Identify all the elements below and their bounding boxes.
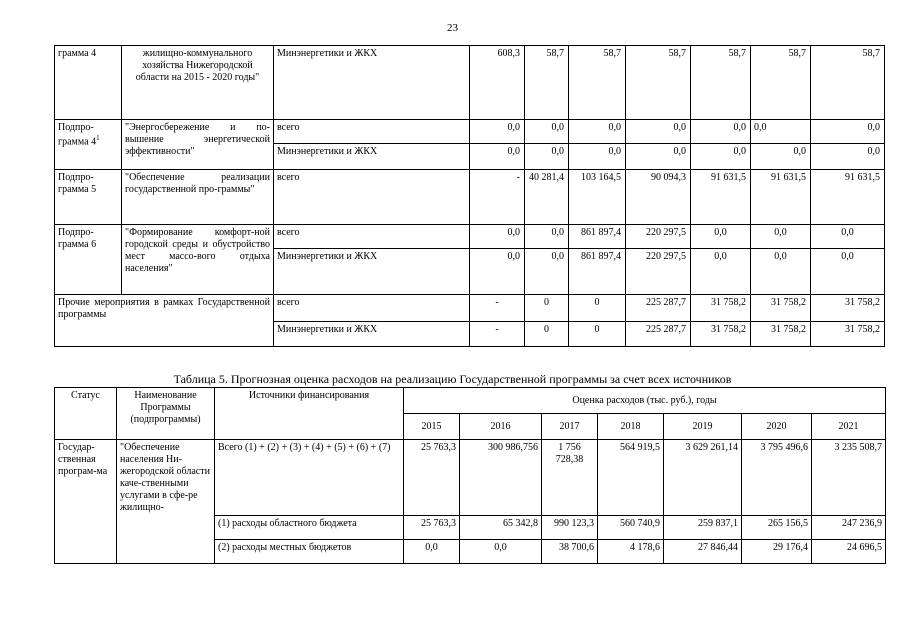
header-program-name: Наименование Программы (подпрограммы) — [117, 388, 215, 440]
value-cell: 27 846,44 — [664, 540, 742, 564]
value-cell: 560 740,9 — [598, 516, 664, 540]
program-code: Подпро-грамма 6 — [55, 225, 122, 295]
header-year: 2016 — [460, 414, 542, 440]
header-year: 2019 — [664, 414, 742, 440]
value-cell: 861 897,4 — [569, 249, 626, 295]
value-cell: 0,0 — [751, 249, 811, 295]
value-cell: 40 281,4 — [525, 170, 569, 225]
value-cell: 58,7 — [626, 46, 691, 120]
value-cell: 24 696,5 — [812, 540, 886, 564]
value-cell: 1 756 728,38 — [542, 440, 598, 516]
source-cell: всего — [274, 225, 470, 249]
value-cell: 0,0 — [691, 120, 751, 144]
value-cell: 0,0 — [751, 120, 811, 144]
value-cell: - — [470, 295, 525, 322]
header-year: 2015 — [404, 414, 460, 440]
value-cell: 0 — [569, 295, 626, 322]
value-cell: 265 156,5 — [742, 516, 812, 540]
value-cell: 300 986,756 — [460, 440, 542, 516]
value-cell: 0,0 — [470, 249, 525, 295]
value-cell: 25 763,3 — [404, 440, 460, 516]
value-cell: 0 — [525, 295, 569, 322]
value-cell: 0,0 — [404, 540, 460, 564]
value-cell: 58,7 — [525, 46, 569, 120]
value-cell: 0 — [525, 322, 569, 347]
program-code: Подпро-грамма 5 — [55, 170, 122, 225]
value-cell: 0,0 — [811, 144, 885, 170]
value-cell: 0,0 — [460, 540, 542, 564]
table-row — [55, 46, 885, 120]
value-cell: 990 123,3 — [542, 516, 598, 540]
value-cell: 0,0 — [525, 249, 569, 295]
value-cell: 29 176,4 — [742, 540, 812, 564]
header-year: 2017 — [542, 414, 598, 440]
value-cell: 65 342,8 — [460, 516, 542, 540]
source-cell: Минэнергетики и ЖКХ — [274, 249, 470, 295]
value-cell: 247 236,9 — [812, 516, 886, 540]
source-cell: (2) расходы местных бюджетов — [215, 540, 404, 564]
source-cell: всего — [274, 120, 470, 144]
value-cell: 91 631,5 — [751, 170, 811, 225]
table5-title: Таблица 5. Прогнозная оценка расходов на реализацию Государственной программы за счет всех источников — [173, 372, 732, 386]
header-year: 2020 — [742, 414, 812, 440]
source-cell: Минэнергетики и ЖКХ — [274, 46, 470, 120]
value-cell: 0 — [569, 322, 626, 347]
table-row — [55, 170, 885, 225]
value-cell: 4 178,6 — [598, 540, 664, 564]
status-cell: Государ-ственная програм-ма — [55, 440, 117, 564]
value-cell: 31 758,2 — [691, 322, 751, 347]
value-cell: - — [470, 322, 525, 347]
value-cell: 3 235 508,7 — [812, 440, 886, 516]
program-code: грамма 4 — [55, 46, 122, 120]
value-cell: 0,0 — [811, 225, 885, 249]
program-name: "Формирование комфорт-ной городской среды и обустройство мест массо-вого отдыха населения" — [122, 225, 274, 295]
value-cell: 31 758,2 — [811, 322, 885, 347]
value-cell: 90 094,3 — [626, 170, 691, 225]
source-cell: Минэнергетики и ЖКХ — [274, 322, 470, 347]
value-cell: 91 631,5 — [691, 170, 751, 225]
table-row — [55, 295, 885, 322]
value-cell: 0,0 — [525, 144, 569, 170]
header-status: Статус — [55, 388, 117, 440]
value-cell: 58,7 — [811, 46, 885, 120]
value-cell: 3 629 261,14 — [664, 440, 742, 516]
value-cell: 25 763,3 — [404, 516, 460, 540]
value-cell: 225 287,7 — [626, 295, 691, 322]
program-name: "Энергосбережение и по-вышение энергетической эффективности" — [122, 120, 274, 170]
value-cell: 220 297,5 — [626, 249, 691, 295]
value-cell: 0,0 — [525, 120, 569, 144]
value-cell: 225 287,7 — [626, 322, 691, 347]
value-cell: - — [470, 170, 525, 225]
value-cell: 0,0 — [626, 144, 691, 170]
header-estimate: Оценка расходов (тыс. руб.), годы — [404, 388, 886, 414]
value-cell: 0,0 — [626, 120, 691, 144]
source-cell: всего — [274, 170, 470, 225]
header-row — [55, 388, 886, 414]
value-cell: 564 919,5 — [598, 440, 664, 516]
header-sources: Источники финансирования — [215, 388, 404, 440]
value-cell: 0,0 — [470, 144, 525, 170]
value-cell: 58,7 — [691, 46, 751, 120]
table-row — [55, 225, 885, 249]
program-name: "Обеспечение населения Ни-жегородской области каче-ственными услугами в сфе-ре жилищно- — [117, 440, 215, 564]
value-cell: 220 297,5 — [626, 225, 691, 249]
value-cell: 0,0 — [470, 120, 525, 144]
source-cell: всего — [274, 295, 470, 322]
value-cell: 103 164,5 — [569, 170, 626, 225]
value-cell: 31 758,2 — [691, 295, 751, 322]
table-row — [55, 440, 886, 516]
value-cell: 0,0 — [569, 120, 626, 144]
value-cell: 91 631,5 — [811, 170, 885, 225]
value-cell: 259 837,1 — [664, 516, 742, 540]
value-cell: 31 758,2 — [751, 295, 811, 322]
value-cell: 58,7 — [751, 46, 811, 120]
value-cell: 861 897,4 — [569, 225, 626, 249]
value-cell: 31 758,2 — [811, 295, 885, 322]
source-cell: Всего (1) + (2) + (3) + (4) + (5) + (6) + (7) — [215, 440, 404, 516]
value-cell: 0,0 — [470, 225, 525, 249]
source-cell: Минэнергетики и ЖКХ — [274, 144, 470, 170]
program-costs-table — [54, 45, 885, 347]
value-cell: 58,7 — [569, 46, 626, 120]
program-name: жилищно-коммунального хозяйства Нижегородской области на 2015 - 2020 годы" — [122, 46, 274, 120]
value-cell: 0,0 — [751, 144, 811, 170]
page-number: 23 — [447, 22, 458, 34]
other-activities-label: Прочие мероприятия в рамках Государственной программы — [55, 295, 274, 347]
value-cell: 0,0 — [691, 144, 751, 170]
value-cell: 0,0 — [751, 225, 811, 249]
program-name: "Обеспечение реализации государственной про-граммы" — [122, 170, 274, 225]
value-cell: 0,0 — [811, 120, 885, 144]
value-cell: 0,0 — [691, 225, 751, 249]
header-year: 2018 — [598, 414, 664, 440]
header-year: 2021 — [812, 414, 886, 440]
value-cell: 3 795 496,6 — [742, 440, 812, 516]
value-cell: 0,0 — [811, 249, 885, 295]
value-cell: 0,0 — [525, 225, 569, 249]
value-cell: 31 758,2 — [751, 322, 811, 347]
value-cell: 608,3 — [470, 46, 525, 120]
value-cell: 0,0 — [569, 144, 626, 170]
table-row — [55, 120, 885, 144]
source-cell: (1) расходы областного бюджета — [215, 516, 404, 540]
program-code: Подпро-грамма $4^1$ — [55, 120, 122, 170]
value-cell: 0,0 — [691, 249, 751, 295]
value-cell: 38 700,6 — [542, 540, 598, 564]
forecast-table — [54, 387, 886, 564]
